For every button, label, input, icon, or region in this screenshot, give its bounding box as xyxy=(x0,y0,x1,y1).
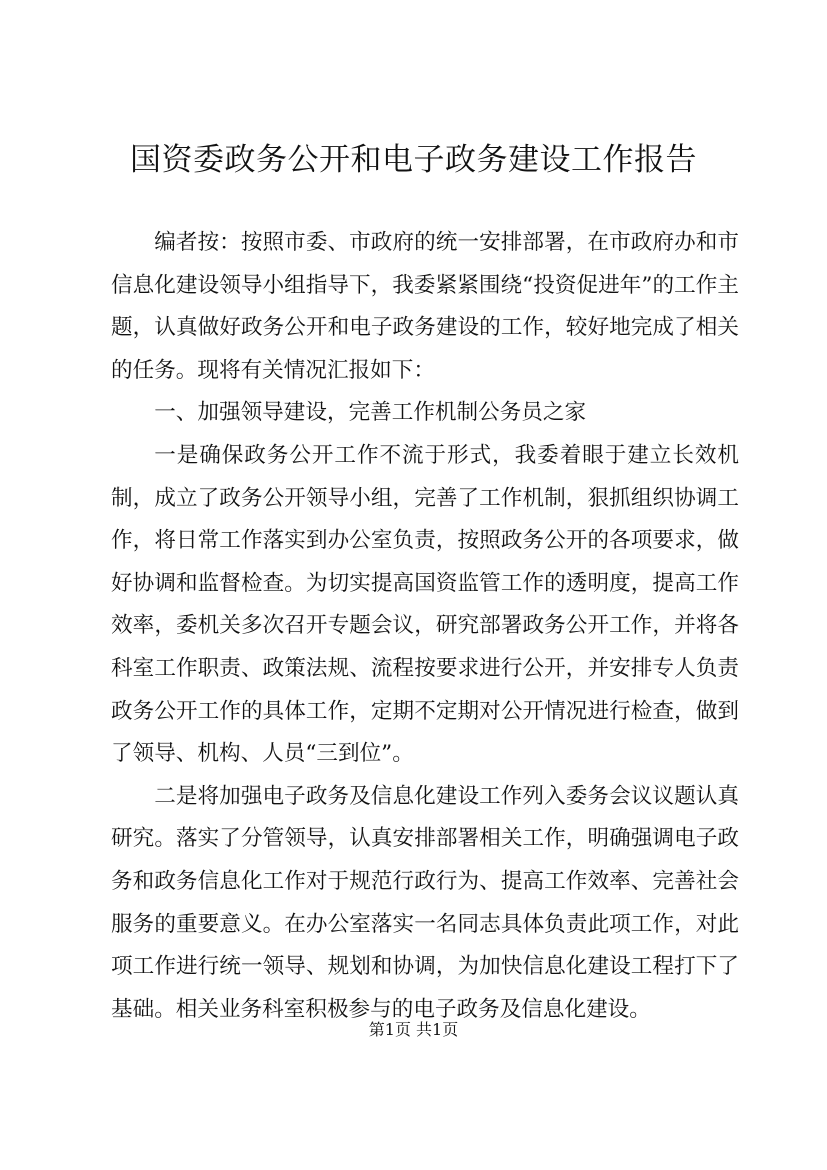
paragraph-point-one: 一是确保政务公开工作不流于形式，我委着眼于建立长效机制，成立了政务公开领导小组，完善了工作机制，狠抓组织协调工作，将日常工作落实到办公室负责，按照政务公开的各项要求，做好协调和监督检查。为切实提高国资监管工作的透明度，提高工作效率，委机关多次召开专题会议，研究部署政务公开工作，并将各科室工作职责、政策法规、流程按要求进行公开，并安排专人负责政务公开工作的具体工作，定期不定期对公开情况进行检查，做到了领导、机构、人员“三到位”。 xyxy=(111,442,739,767)
page-footer: 第1页 共1页 xyxy=(368,1020,459,1039)
document-title: 国资委政务公开和电子政务建设工作报告 xyxy=(130,142,697,178)
paragraph-editor-note: 编者按：按照市委、市政府的统一安排部署，在市政府办和市信息化建设领导小组指导下，我委紧紧围绕“投资促进年”的工作主题，认真做好政务公开和电子政务建设的工作，较好地完成了相关的任务。现将有关情况汇报如下： xyxy=(111,230,739,383)
paragraph-point-two: 二是将加强电子政务及信息化建设工作列入委务会议议题认真研究。落实了分管领导，认真安排部署相关工作，明确强调电子政务和政务信息化工作对于规范行政行为、提高工作效率、完善社会服务的重要意义。在办公室落实一名同志具体负责此项工作，对此项工作进行统一领导、规划和协调，为加快信息化建设工程打下了基础。相关业务科室积极参与的电子政务及信息化建设。 xyxy=(111,783,739,1022)
paragraph-section-heading: 一、加强领导建设，完善工作机制公务员之家 xyxy=(154,400,587,426)
document-body xyxy=(111,222,739,1031)
